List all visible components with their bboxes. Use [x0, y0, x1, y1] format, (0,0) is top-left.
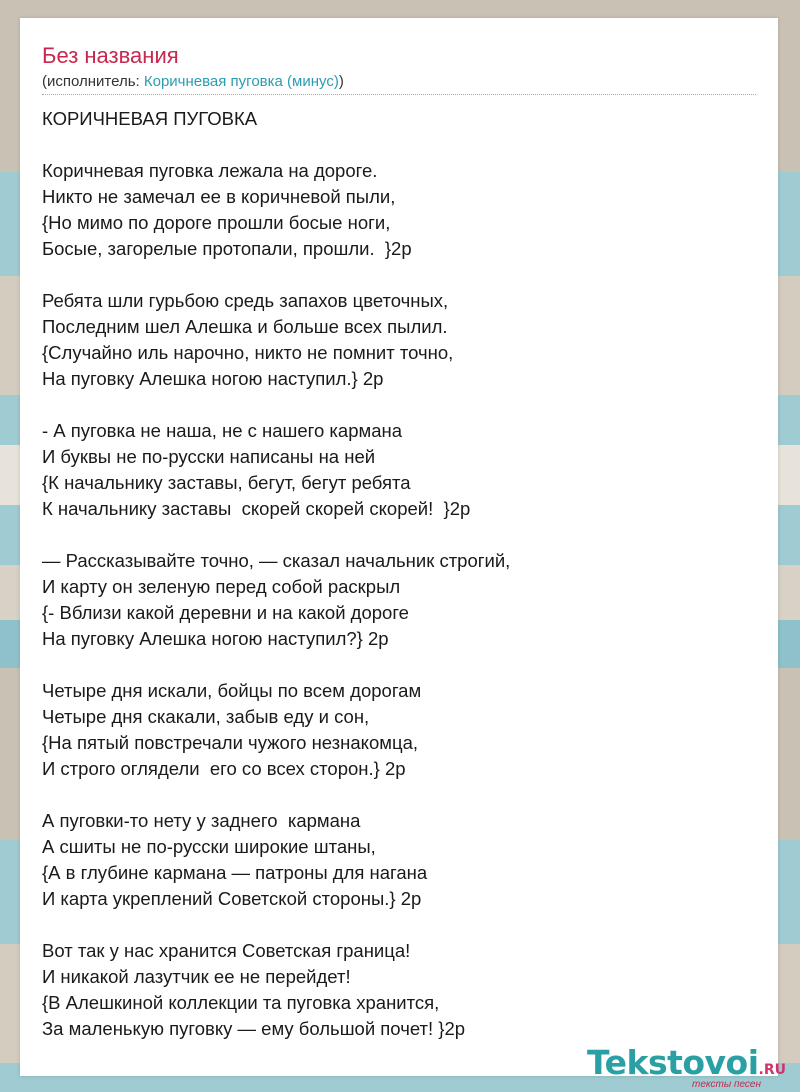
lyric-line: На пуговку Алешка ногою наступил?} 2р: [42, 628, 389, 649]
lyric-line: И строго оглядели его со всех сторон.} 2р: [42, 758, 406, 779]
logo-tagline: тексты песен: [692, 1079, 761, 1090]
lyric-line: Босые, загорелые протопали, прошли. }2р: [42, 238, 412, 259]
lyric-line: А пуговки-то нету у заднего кармана: [42, 810, 361, 831]
lyric-line: А сшиты не по-русски широкие штаны,: [42, 836, 376, 857]
lyric-line: {- Вблизи какой деревни и на какой дороге: [42, 602, 409, 623]
lyric-line: Коричневая пуговка лежала на дороге.: [42, 160, 378, 181]
lyric-line: - А пуговка не наша, не с нашего кармана: [42, 420, 403, 441]
performer-prefix: (исполнитель:: [42, 73, 144, 90]
stanza-gap: [42, 652, 762, 678]
logo-wordmark: Tekstovoi: [587, 1043, 759, 1082]
lyric-line: КОРИЧНЕВАЯ ПУГОВКА: [42, 108, 258, 129]
stanza-gap: [42, 132, 762, 158]
lyric-line: На пуговку Алешка ногою наступил.} 2р: [42, 368, 384, 389]
lyric-line: Вот так у нас хранится Советская граница!: [42, 940, 411, 961]
lyric-line: {Но мимо по дороге прошли босые ноги,: [42, 212, 391, 233]
performer-suffix: ): [338, 73, 344, 90]
lyrics-text: [42, 106, 762, 1042]
logo-domain: .RU: [758, 1062, 787, 1078]
lyric-line: За маленькую пуговку — ему большой почет! }2р: [42, 1018, 466, 1039]
lyric-line: Четыре дня скакали, забыв еду и сон,: [42, 706, 370, 727]
dotted-divider: [42, 94, 756, 95]
lyric-line: И буквы не по-русски написаны на ней: [42, 446, 376, 467]
stanza-gap: [42, 522, 762, 548]
lyric-line: И карту он зеленую перед собой раскрыл: [42, 576, 401, 597]
stanza-gap: [42, 392, 762, 418]
stanza-gap: [42, 912, 762, 938]
song-title: Без названия: [42, 43, 179, 68]
lyrics-sheet: [20, 18, 787, 1090]
performer-line: [42, 73, 344, 91]
lyric-line: Никто не замечал ее в коричневой пыли,: [42, 186, 396, 207]
lyric-line: {К начальнику заставы, бегут, бегут ребята: [42, 472, 411, 493]
lyric-line: Последним шел Алешка и больше всех пылил.: [42, 316, 448, 337]
stanza-gap: [42, 782, 762, 808]
lyric-line: И карта укреплений Советской стороны.} 2р: [42, 888, 422, 909]
lyric-line: {В Алешкиной коллекции та пуговка хранится,: [42, 992, 440, 1013]
lyric-line: {А в глубине кармана — патроны для нагана: [42, 862, 428, 883]
lyric-line: К начальнику заставы скорей скорей скорей! }2р: [42, 498, 471, 519]
lyric-line: {Случайно иль нарочно, никто не помнит точно,: [42, 342, 454, 363]
lyric-line: {На пятый повстречали чужого незнакомца,: [42, 732, 419, 753]
stanza-gap: [42, 262, 762, 288]
lyric-line: И никакой лазутчик ее не перейдет!: [42, 966, 351, 987]
performer-link[interactable]: Коричневая пуговка (минус): [143, 73, 339, 90]
lyric-line: Ребята шли гурьбою средь запахов цветочных,: [42, 290, 449, 311]
lyric-line: — Рассказывайте точно, — сказал начальник строгий,: [42, 550, 511, 571]
lyric-line: Четыре дня искали, бойцы по всем дорогам: [42, 680, 422, 701]
